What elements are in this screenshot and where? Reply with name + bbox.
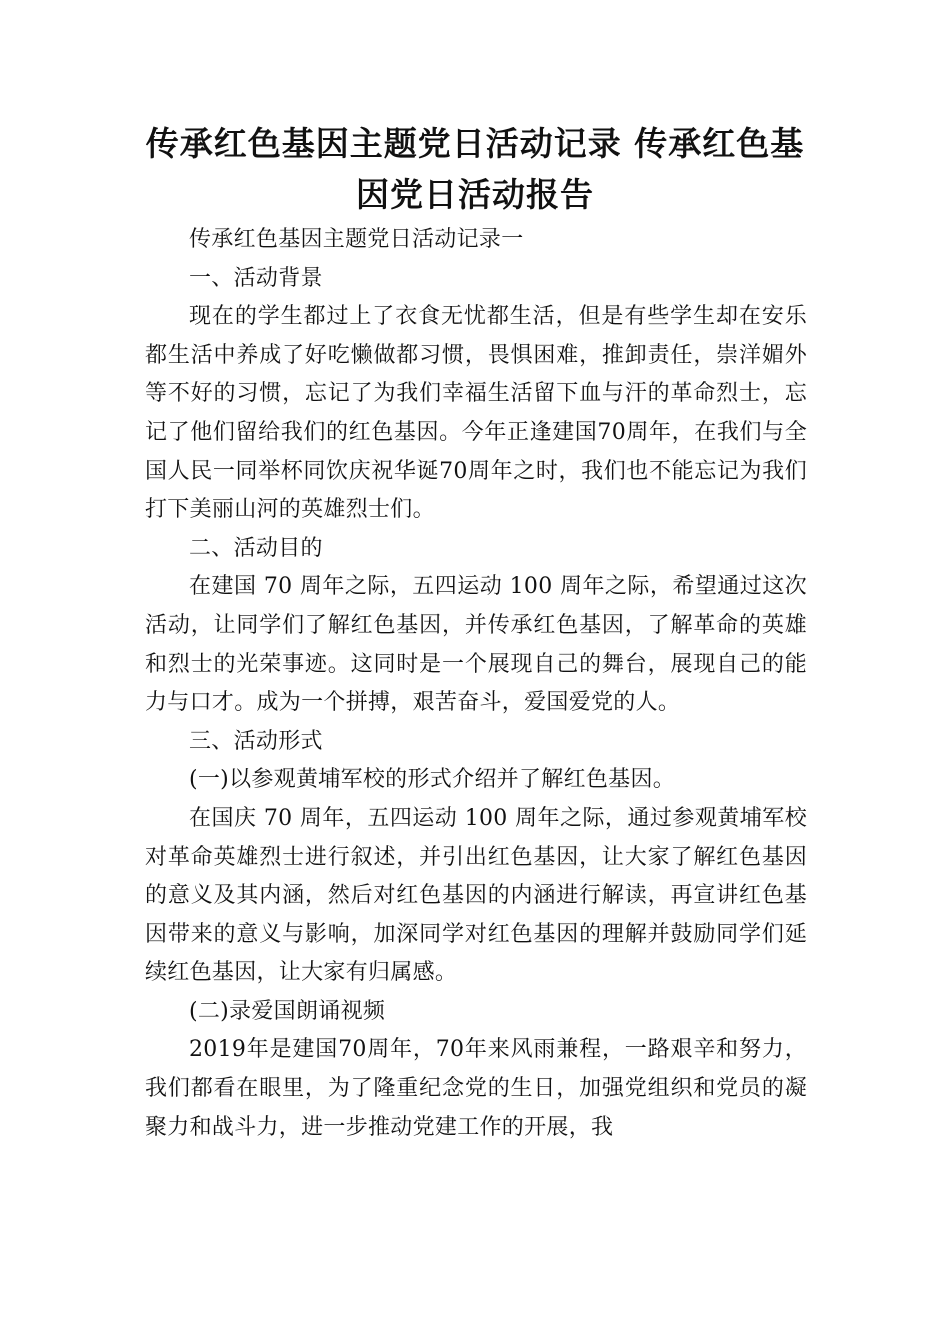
subtitle-record-one: 传承红色基因主题党日活动记录一 xyxy=(189,227,524,252)
subheading-video: (二)录爱国朗诵视频 xyxy=(189,998,386,1024)
paragraph-visit: 在国庆 70 周年，五四运动 100 周年之际，通过参观黄埔军校对革命英雄烈士进行叙述，并引出红色基因，让大家了解红色基因的意义及其内涵，然后对红色基因的内涵进行解读，再宣讲红色基因带来的意义与影响，加深同学对红色基因的理解并鼓励同学们延续红色基因，让大家有归属感。 xyxy=(145,805,807,986)
subheading-visit: (一)以参观黄埔军校的形式介绍并了解红色基因。 xyxy=(189,767,676,793)
paragraph-background: 现在的学生都过上了衣食无忧都生活，但是有些学生却在安乐都生活中养成了好吃懒做都习惯，畏惧困难，推卸责任，崇洋媚外等不好的习惯，忘记了为我们幸福生活留下血与汗的革命烈士，忘记了他们留给我们的红色基因。今年正逢建国70周年，在我们与全国人民一同举杯同饮庆祝华诞70周年之时，我们也不能忘记为我们打下美丽山河的英雄烈士们。 xyxy=(145,304,807,523)
section-heading-background: 一、活动背景 xyxy=(189,265,323,291)
section-heading-format: 三、活动形式 xyxy=(189,728,323,754)
section-heading-purpose: 二、活动目的 xyxy=(189,535,323,561)
document-title: 传承红色基因主题党日活动记录 传承红色基因党日活动报告 xyxy=(145,124,805,214)
document-body xyxy=(145,221,807,1147)
paragraph-purpose: 在建国 70 周年之际，五四运动 100 周年之际，希望通过这次活动，让同学们了解红色基因，并传承红色基因，了解革命的英雄和烈士的光荣事迹。这同时是一个展现自己的舞台，展现自己的能力与口才。成为一个拼搏，艰苦奋斗，爱国爱党的人。 xyxy=(145,574,807,716)
paragraph-video: 2019年是建国70周年，70年来风雨兼程，一路艰辛和努力，我们都看在眼里，为了隆重纪念党的生日，加强党组织和党员的凝聚力和战斗力，进一步推动党建工作的开展，我 xyxy=(145,1037,807,1140)
